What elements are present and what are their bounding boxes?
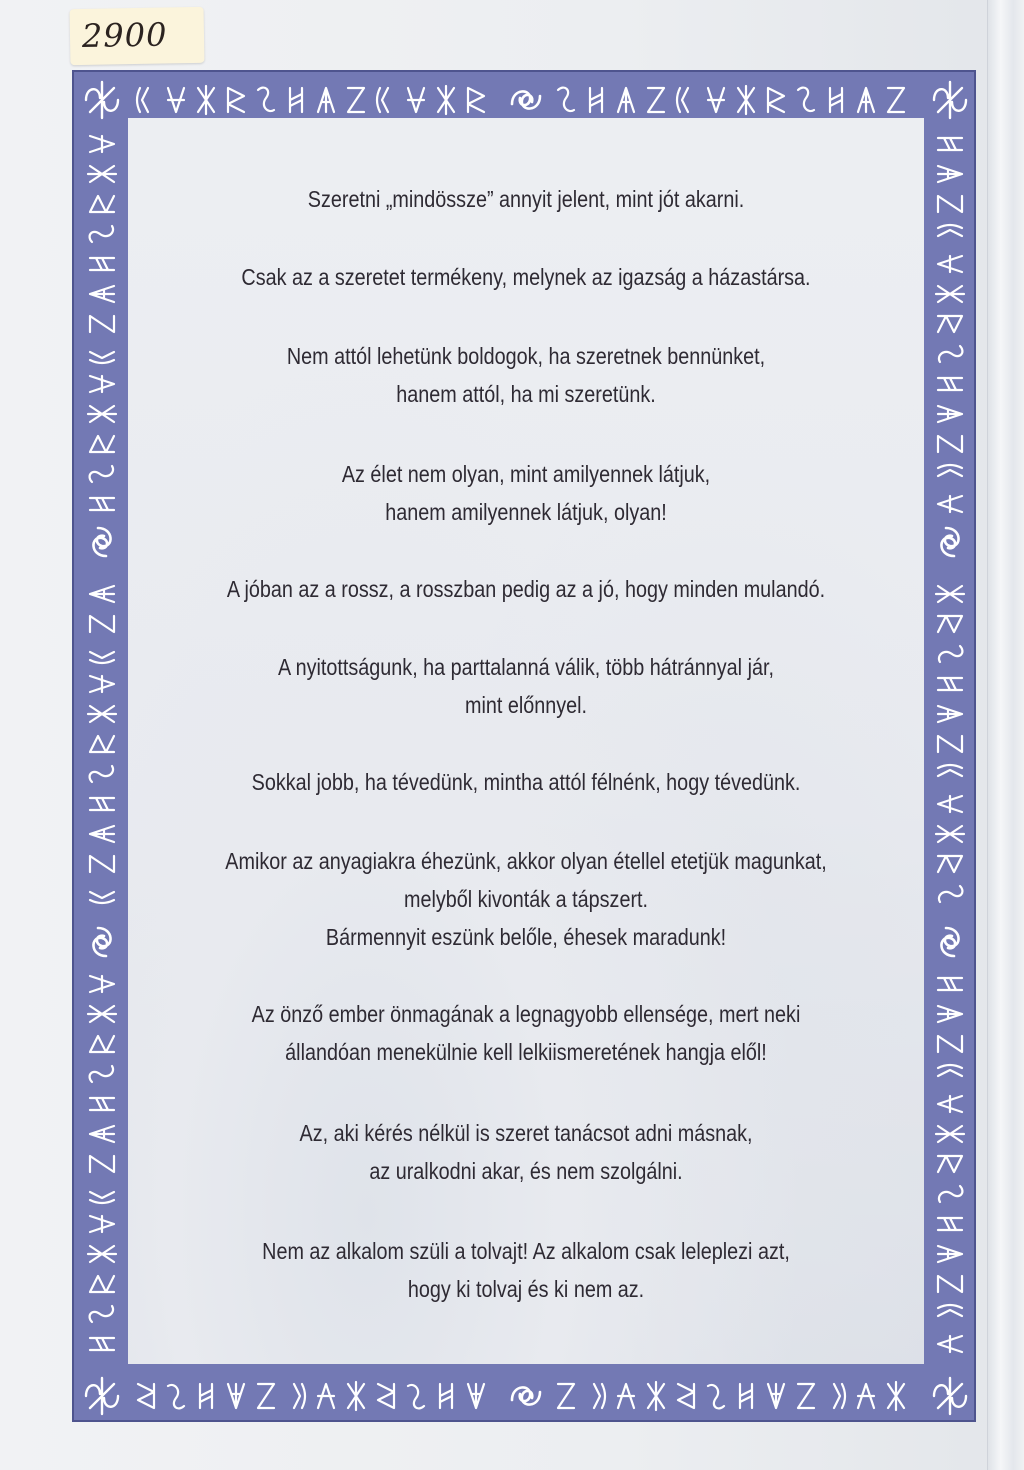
- rune-glyph: [939, 646, 963, 662]
- quote-line: Nem az alkalom szüli a tolvajt! Az alkalom csak leleplezi azt,: [262, 1238, 790, 1264]
- quote-line: A nyitottságunk, ha parttalanná válik, több hátránnyal jár,: [278, 654, 774, 680]
- spiral-motif: [512, 1387, 540, 1404]
- spiral-motif: [941, 928, 958, 956]
- rune-glyph: [938, 736, 962, 752]
- rune-glyph: [618, 1384, 634, 1408]
- rune-glyph: [90, 466, 114, 482]
- rune-glyph: [88, 406, 116, 422]
- corner-fleuron: [86, 82, 118, 118]
- rune-glyph: [678, 1384, 694, 1408]
- rune-glyph: [90, 1216, 114, 1232]
- rune-glyph: [88, 1006, 116, 1022]
- rune-glyph: [938, 616, 962, 632]
- rune-glyph: [888, 88, 904, 112]
- rune-glyph: [938, 1036, 962, 1052]
- rune-glyph: [939, 886, 963, 902]
- rune-glyph: [258, 88, 274, 112]
- rune-glyph: [90, 1066, 114, 1082]
- rune-glyph: [90, 856, 114, 872]
- rune-glyph: [938, 138, 962, 150]
- rune-glyph: [858, 1384, 874, 1408]
- rune-glyph: [768, 1384, 784, 1408]
- rune-glyph: [938, 796, 962, 812]
- quote-line: Sokkal jobb, ha tévedünk, mintha attól félnénk, hogy tévedünk.: [251, 769, 801, 795]
- rune-glyph: [938, 706, 962, 722]
- rune-glyph: [938, 1006, 962, 1022]
- rune-glyph: [90, 976, 114, 992]
- rune-glyph: [938, 1065, 962, 1076]
- rune-glyph: [90, 826, 114, 842]
- quote-1: [184, 180, 869, 218]
- quote-line: állandóan menekülnie kell lelkiismeretének hangja elől!: [285, 1039, 767, 1065]
- quote-3: [184, 337, 869, 413]
- rune-glyph: [198, 86, 214, 114]
- rune-glyph: [90, 226, 114, 242]
- rune-glyph: [708, 1385, 724, 1409]
- quote-line: mint előnnyel.: [464, 692, 588, 718]
- rune-glyph: [258, 1384, 274, 1408]
- quote-5: [184, 570, 869, 608]
- rune-glyph: [228, 1384, 244, 1408]
- rune-glyph: [938, 1246, 962, 1262]
- rune-glyph: [938, 1218, 962, 1230]
- rune-glyph: [168, 1385, 184, 1409]
- rune-glyph: [936, 826, 964, 842]
- quote-9: [184, 995, 869, 1071]
- rune-glyph: [938, 378, 962, 390]
- rune-glyph: [90, 316, 114, 332]
- rune-glyph: [708, 88, 724, 112]
- rune-glyph: [90, 766, 114, 782]
- rune-glyph: [938, 225, 962, 236]
- rune-glyph: [90, 376, 114, 392]
- rune-glyph: [378, 1384, 394, 1408]
- rune-glyph: [438, 86, 454, 114]
- rune-glyph: [938, 406, 962, 422]
- rune-glyph: [168, 88, 184, 112]
- rune-glyph: [936, 586, 964, 602]
- rune-glyph: [90, 196, 114, 212]
- rune-glyph: [677, 88, 688, 112]
- rune-glyph: [618, 88, 634, 112]
- rune-glyph: [88, 1246, 116, 1262]
- rune-glyph: [590, 88, 602, 112]
- quote-panel: [128, 118, 924, 1364]
- rune-glyph: [348, 1382, 364, 1410]
- rune-glyph: [938, 166, 962, 182]
- rune-glyph: [88, 166, 116, 182]
- rune-glyph: [938, 678, 962, 690]
- rune-glyph: [938, 978, 962, 990]
- rune-glyph: [938, 465, 962, 476]
- rune-glyph: [348, 88, 364, 112]
- rune-glyph: [88, 706, 116, 722]
- rune-glyph: [936, 1126, 964, 1142]
- rune-glyph: [90, 286, 114, 302]
- price-sticker: [70, 7, 205, 65]
- rune-glyph: [90, 586, 114, 602]
- rune-glyph: [90, 1036, 114, 1052]
- rune-glyph: [768, 88, 784, 112]
- rune-glyph: [938, 1276, 962, 1292]
- rune-glyph: [377, 88, 388, 112]
- spiral-motif: [93, 528, 110, 556]
- rune-glyph: [200, 1384, 212, 1408]
- quote-line: melyből kivonták a tápszert.: [403, 886, 649, 912]
- rune-glyph: [888, 1382, 904, 1410]
- rune-glyph: [558, 1384, 574, 1408]
- rune-glyph: [294, 1384, 305, 1408]
- rune-glyph: [648, 1382, 664, 1410]
- rune-glyph: [228, 88, 244, 112]
- quote-10: [184, 1114, 869, 1190]
- rune-glyph: [830, 88, 842, 112]
- quote-2: [184, 258, 869, 296]
- rune-glyph: [858, 88, 874, 112]
- quote-line: az uralkodni akar, és nem szolgálni.: [369, 1158, 683, 1184]
- quote-line: Amikor az anyagiakra éhezünk, akkor olyan étellel etetjük magunkat,: [225, 848, 827, 874]
- rune-glyph: [90, 1192, 114, 1203]
- rune-glyph: [90, 258, 114, 270]
- quote-6: [184, 648, 869, 724]
- rune-glyph: [938, 1305, 962, 1316]
- rune-glyph: [648, 88, 664, 112]
- rune-glyph: [740, 1384, 752, 1408]
- rune-glyph: [90, 1126, 114, 1142]
- rune-glyph: [938, 496, 962, 512]
- rune-glyph: [90, 798, 114, 810]
- rune-glyph: [738, 86, 754, 114]
- rune-glyph: [318, 88, 334, 112]
- rune-glyph: [408, 1385, 424, 1409]
- rune-glyph: [90, 652, 114, 663]
- rune-glyph: [90, 436, 114, 452]
- spiral-motif: [941, 528, 958, 556]
- rune-glyph: [594, 1384, 605, 1408]
- quote-line: A jóban az a rossz, a rosszban pedig az a jó, hogy minden mulandó.: [226, 576, 826, 602]
- rune-glyph: [468, 1384, 484, 1408]
- rune-glyph: [90, 892, 114, 903]
- quote-line: Csak az a szeretet termékeny, melynek az igazság a házastársa.: [241, 264, 811, 290]
- rune-glyph: [90, 1338, 114, 1350]
- rune-glyph: [938, 196, 962, 212]
- quote-7: [184, 763, 869, 801]
- rune-glyph: [938, 1096, 962, 1112]
- rune-glyph: [938, 1336, 962, 1352]
- rune-glyph: [798, 88, 814, 112]
- spiral-motif: [93, 928, 110, 956]
- rune-glyph: [939, 346, 963, 362]
- quote-line: Nem attól lehetünk boldogok, ha szeretnek bennünket,: [286, 343, 766, 369]
- rune-glyph: [137, 88, 148, 112]
- rune-glyph: [938, 316, 962, 332]
- rune-glyph: [90, 1098, 114, 1110]
- quote-line: Szeretni „mindössze” annyit jelent, mint jót akarni.: [307, 186, 745, 212]
- price-tag: 2900: [81, 15, 168, 55]
- rune-glyph: [90, 616, 114, 632]
- quote-8: [184, 842, 869, 956]
- rune-glyph: [138, 1384, 154, 1408]
- rune-glyph: [90, 498, 114, 510]
- quote-line: Az, aki kérés nélkül is szeret tanácsot adni másnak,: [299, 1120, 753, 1146]
- rune-glyph: [938, 765, 962, 776]
- rune-glyph: [834, 1384, 845, 1408]
- quote-line: Bármennyit eszünk belőle, éhesek maradunk!: [325, 924, 727, 950]
- quote-line: hanem attól, ha mi szeretünk.: [396, 381, 656, 407]
- corner-fleuron: [934, 82, 966, 118]
- quote-line: Az önző ember önmagának a legnagyobb ellensége, mert neki: [251, 1001, 801, 1027]
- quote-line: Az élet nem olyan, mint amilyennek látjuk,: [341, 461, 711, 487]
- rune-glyph: [798, 1384, 814, 1408]
- rune-glyph: [90, 136, 114, 152]
- page-edge: [987, 0, 1024, 1470]
- rune-glyph: [90, 352, 114, 363]
- rune-glyph: [318, 1384, 334, 1408]
- quote-line: hogy ki tolvaj és ki nem az.: [407, 1276, 645, 1302]
- rune-glyph: [936, 286, 964, 302]
- quote-4: [184, 455, 869, 531]
- rune-glyph: [90, 1156, 114, 1172]
- rune-glyph: [558, 88, 574, 112]
- rune-glyph: [938, 856, 962, 872]
- rune-glyph: [938, 256, 962, 272]
- rune-glyph: [290, 88, 302, 112]
- corner-fleuron: [934, 1378, 966, 1414]
- rune-glyph: [468, 88, 484, 112]
- rune-glyph: [939, 1186, 963, 1202]
- rune-glyph: [90, 1306, 114, 1322]
- corner-fleuron: [86, 1378, 118, 1414]
- quote-11: [184, 1232, 869, 1308]
- rune-glyph: [938, 436, 962, 452]
- rune-glyph: [90, 736, 114, 752]
- rune-glyph: [90, 1276, 114, 1292]
- rune-glyph: [408, 88, 424, 112]
- rune-glyph: [440, 1384, 452, 1408]
- rune-glyph: [90, 676, 114, 692]
- rune-glyph: [938, 1156, 962, 1172]
- quote-line: hanem amilyennek látjuk, olyan!: [385, 499, 667, 525]
- spiral-motif: [512, 91, 540, 108]
